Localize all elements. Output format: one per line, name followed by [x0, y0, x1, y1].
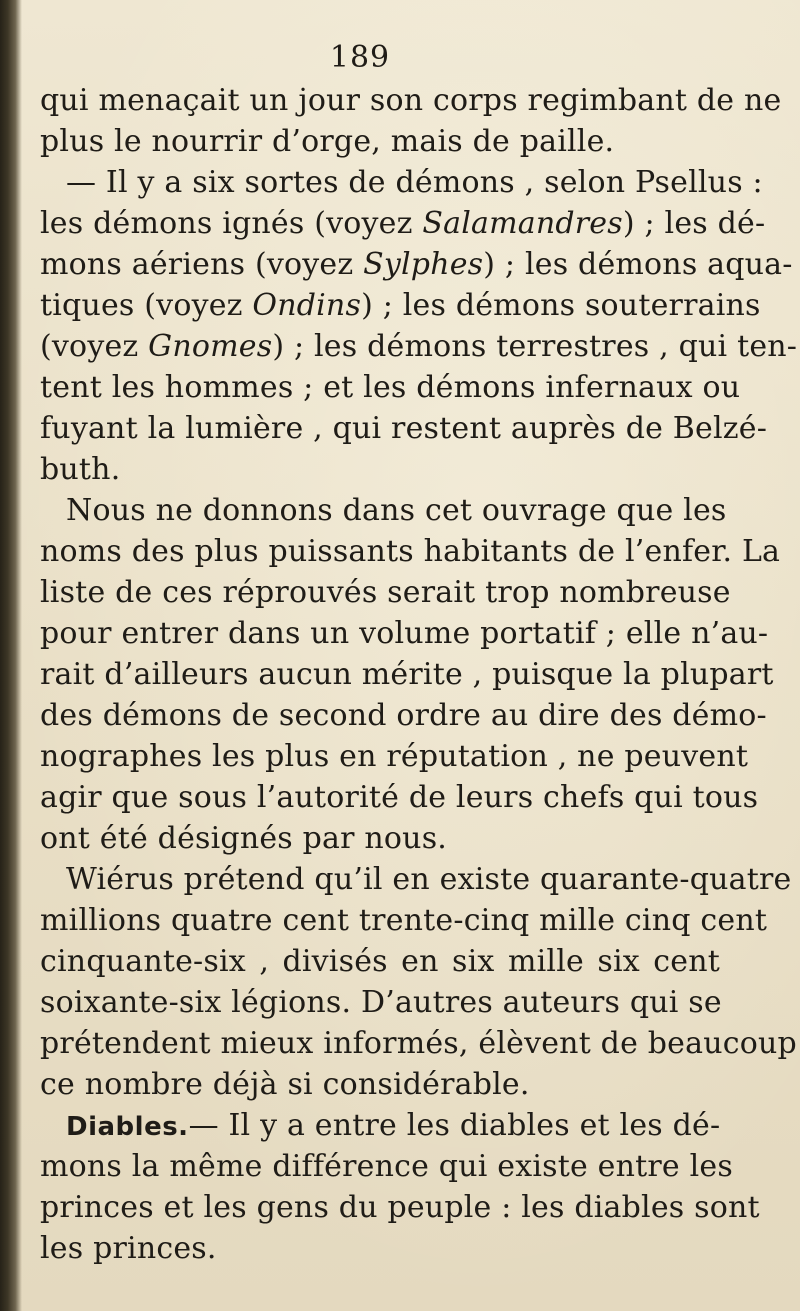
- line-text: ont été désignés par nous.: [40, 821, 448, 856]
- line-text: les princes.: [40, 1231, 217, 1266]
- line-text: mons la même différence qui existe entre les: [40, 1149, 733, 1184]
- line-text: tiques (voyez: [40, 288, 253, 323]
- line-text: millions quatre cent trente-cinq mille cinq cent: [40, 903, 768, 938]
- line-text: fuyant la lumière , qui restent auprès de Belzé-: [40, 411, 768, 446]
- text-line: [40, 285, 761, 326]
- text-line: [40, 449, 720, 490]
- text-line: [40, 1105, 720, 1146]
- line-text: ) ; les démons aqua-: [483, 247, 793, 282]
- text-line: [40, 572, 731, 613]
- text-line: [40, 408, 768, 449]
- line-text: qui menaçait un jour son corps regimbant de ne: [40, 83, 782, 118]
- line-text: des démons de second ordre au dire des démo-: [40, 698, 767, 733]
- text-line: [40, 654, 774, 695]
- line-text: nographes les plus en réputation , ne peuvent: [40, 739, 749, 774]
- text-line: [40, 1146, 733, 1187]
- italic-term: Gnomes: [148, 329, 273, 364]
- text-line: [40, 1023, 797, 1064]
- book-binding-edge: [0, 0, 22, 1311]
- text-line: [40, 244, 793, 285]
- entry-heading: Diables.: [66, 1112, 189, 1142]
- text-line: [40, 900, 768, 941]
- italic-term: Ondins: [252, 288, 362, 323]
- body-text: [40, 80, 798, 1269]
- text-line: [40, 203, 766, 244]
- line-text: soixante-six légions. D’autres auteurs qui se: [40, 985, 722, 1020]
- line-text: tent les hommes ; et les démons infernaux ou: [40, 370, 741, 405]
- text-line: [40, 490, 727, 531]
- line-text: noms des plus puissants habitants de l’enfer. La: [40, 534, 781, 569]
- line-text: rait d’ailleurs aucun mérite , puisque la plupart: [40, 657, 774, 692]
- text-line: [40, 367, 741, 408]
- text-line: [40, 326, 798, 367]
- line-text: — Il y a entre les diables et les dé-: [188, 1108, 721, 1143]
- line-text: ) ; les démons souterrains: [361, 288, 761, 323]
- line-text: ) ; les dé-: [622, 206, 766, 241]
- line-text: buth.: [40, 452, 121, 487]
- line-text: (voyez: [40, 329, 149, 364]
- line-text: agir que sous l’autorité de leurs chefs qui tous: [40, 780, 759, 815]
- line-text: Wiérus prétend qu’il en existe quarante-quatre: [66, 862, 792, 897]
- text-line: [40, 777, 759, 818]
- text-line: [40, 80, 782, 121]
- line-text: princes et les gens du peuple : les diables sont: [40, 1190, 760, 1225]
- line-text: plus le nourrir d’orge, mais de paille.: [40, 124, 615, 159]
- line-text: pour entrer dans un volume portatif ; elle n’au-: [40, 616, 769, 651]
- text-line: [40, 1187, 760, 1228]
- text-line: [40, 1228, 720, 1269]
- text-line: [40, 941, 720, 982]
- text-line: [40, 613, 769, 654]
- italic-term: Salamandres: [422, 206, 623, 241]
- page-number: 189: [329, 40, 391, 75]
- text-line: [40, 736, 749, 777]
- line-text: ce nombre déjà si considérable.: [40, 1067, 530, 1102]
- line-text: cinquante-six , divisés en six mille six cent: [40, 944, 720, 979]
- italic-term: Sylphes: [363, 247, 484, 282]
- text-line: [40, 982, 720, 1023]
- text-line: [40, 695, 767, 736]
- text-line: [40, 859, 792, 900]
- line-text: ) ; les démons terrestres , qui ten-: [272, 329, 798, 364]
- text-line: [40, 1064, 720, 1105]
- line-text: mons aériens (voyez: [40, 247, 364, 282]
- text-line: [40, 818, 720, 859]
- line-text: liste de ces réprouvés serait trop nombreuse: [40, 575, 731, 610]
- text-line: [40, 121, 720, 162]
- line-text: Nous ne donnons dans cet ouvrage que les: [66, 493, 727, 528]
- text-line: [40, 162, 763, 203]
- line-text: — Il y a six sortes de démons , selon Psellus :: [66, 165, 763, 200]
- line-text: prétendent mieux informés, élèvent de beaucoup: [40, 1026, 797, 1061]
- line-text: les démons ignés (voyez: [40, 206, 423, 241]
- text-line: [40, 531, 781, 572]
